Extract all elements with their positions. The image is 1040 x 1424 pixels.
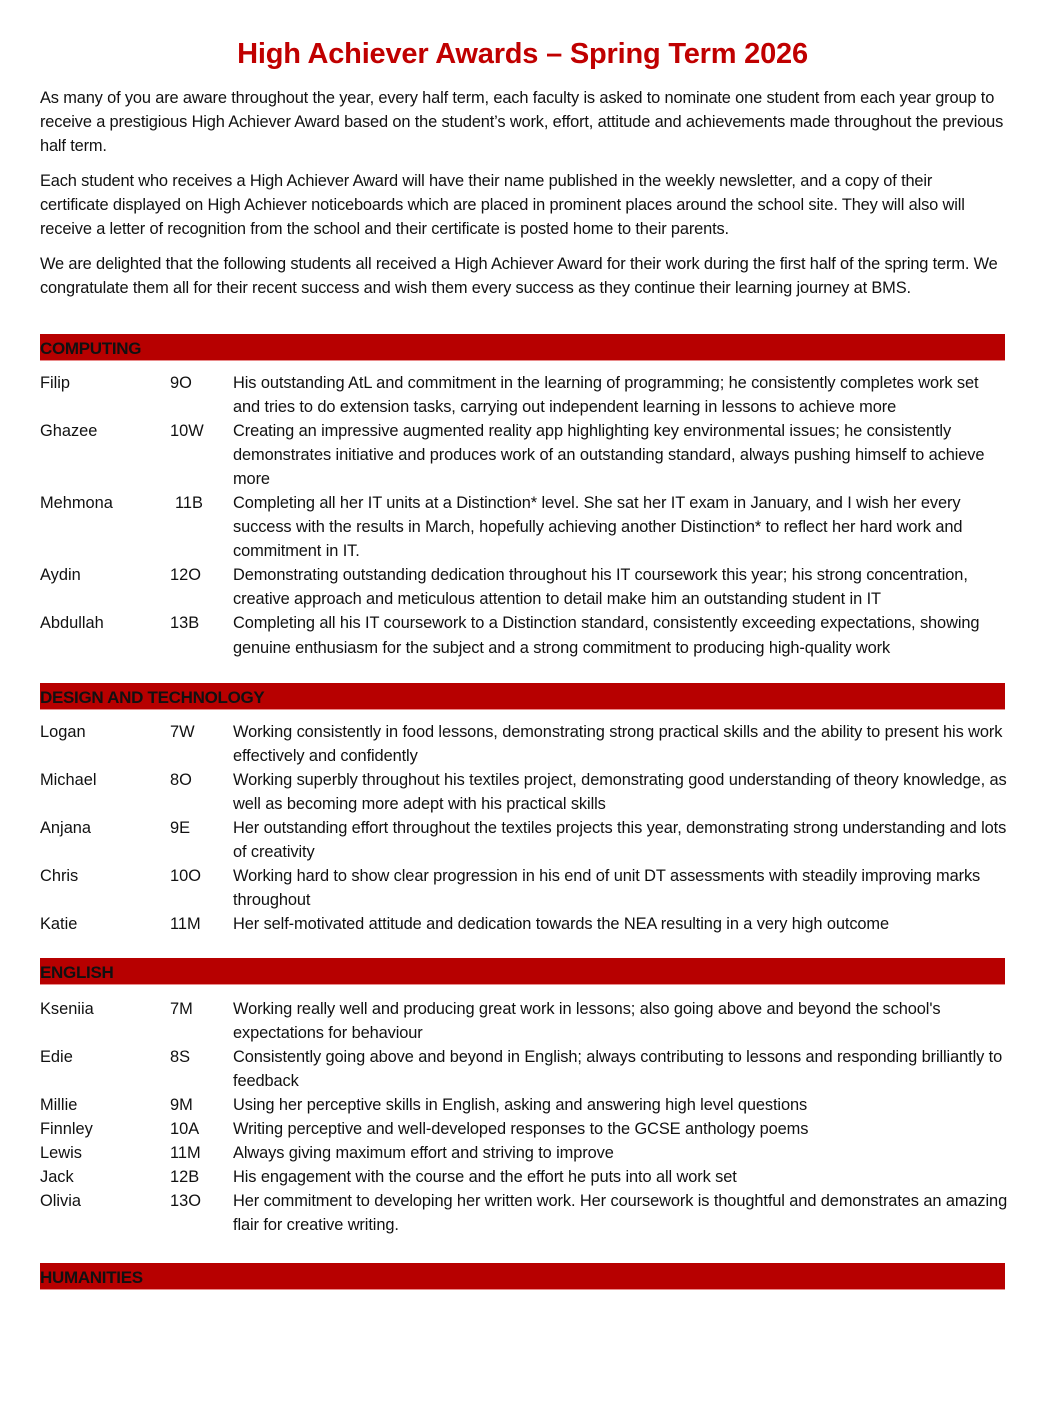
award-row: [40, 491, 1005, 563]
award-row: [40, 419, 1005, 491]
student-form: 13B: [170, 614, 200, 632]
student-name: Chris: [40, 867, 79, 885]
student-form: 8S: [170, 1048, 191, 1066]
award-list: [40, 720, 1005, 936]
section-english: [40, 958, 1008, 1237]
award-citation: Her self-motivated attitude and dedication towards the NEA resulting in a very high outcome: [233, 915, 889, 933]
award-citation: His engagement with the course and the effort he puts into all work set: [233, 1168, 737, 1186]
award-row: [40, 768, 1005, 816]
award-citation: Her commitment to developing her written work. Her coursework is thoughtful and demonstrates an amazing flair for creative writing.: [233, 1192, 1008, 1234]
student-form: 9M: [170, 1096, 193, 1114]
student-form: 9O: [170, 374, 192, 392]
student-form: 7W: [170, 723, 195, 741]
award-row: [40, 1045, 1005, 1093]
section-heading: COMPUTING: [40, 334, 1005, 361]
award-citation: Completing all her IT units at a Distinction* level. She sat her IT exam in January, and I wish her every success with the results in March, hopefully achieving another Distinction* to reflect her hard work and commitment in IT.: [233, 494, 963, 560]
student-name: Lewis: [40, 1144, 82, 1162]
award-row: [40, 816, 1005, 864]
award-row: [40, 1189, 1008, 1237]
award-citation: His outstanding AtL and commitment in the learning of programming; he consistently completes work set and tries to do extension tasks, carrying out independent learning in lessons to achieve more: [233, 374, 979, 416]
intro-text: [40, 86, 1005, 300]
student-form: 12O: [170, 566, 201, 584]
award-citation: Working hard to show clear progression in his end of unit DT assessments with steadily improving marks throughout: [233, 867, 981, 909]
award-citation: Working superbly throughout his textiles project, demonstrating good understanding of theory knowledge, as well as becoming more adept with his practical skills: [233, 771, 1007, 813]
student-form: 12B: [170, 1168, 200, 1186]
section-humanities: [40, 1263, 1005, 1290]
award-citation: Always giving maximum effort and striving to improve: [233, 1144, 614, 1162]
student-name: Edie: [40, 1048, 73, 1066]
award-row: [40, 720, 1005, 768]
student-name: Ghazee: [40, 422, 98, 440]
student-name: Anjana: [40, 819, 92, 837]
student-name: Finnley: [40, 1120, 93, 1138]
award-citation: Demonstrating outstanding dedication throughout his IT coursework this year; his strong concentration, creative approach and meticulous attention to detail make him an outstanding student in IT: [233, 566, 968, 608]
award-citation: Working consistently in food lessons, demonstrating strong practical skills and the ability to present his work effectively and confidently: [233, 723, 1003, 765]
student-name: Filip: [40, 374, 71, 392]
student-form: 11M: [170, 915, 201, 933]
award-row: [40, 912, 1005, 936]
student-name: Katie: [40, 915, 78, 933]
student-form: 10O: [170, 867, 201, 885]
award-citation: Working really well and producing great work in lessons; also going above and beyond the school's expectations for behaviour: [233, 1000, 941, 1042]
award-citation: Writing perceptive and well-developed responses to the GCSE anthology poems: [233, 1120, 809, 1138]
student-name: Mehmona: [40, 494, 113, 512]
section-computing: [40, 334, 1005, 661]
award-row: [40, 1165, 1005, 1189]
student-form: 11B: [175, 494, 203, 512]
student-form: 11M: [170, 1144, 201, 1162]
student-form: 8O: [170, 771, 192, 789]
intro-paragraph: Each student who receives a High Achiever Award will have their name published in the weekly newsletter, and a copy of their certificate displayed on High Achiever noticeboards which are placed in prominent places around the school site. They will also will receive a letter of recognition from the school and their certificate is posted home to their parents.: [40, 172, 965, 238]
award-row: [40, 997, 1005, 1045]
intro-paragraph: As many of you are aware throughout the year, every half term, each faculty is asked to nominate one student from each year group to receive a prestigious High Achiever Award based on the student’s work, effort, attitude and achievements made throughout the previous half term.: [40, 89, 1004, 155]
student-form: 7M: [170, 1000, 193, 1018]
award-citation: Creating an impressive augmented reality app highlighting key environmental issues; he consistently demonstrates initiative and produces work of an outstanding standard, always pushing himself to achieve more: [233, 422, 985, 488]
award-row: [40, 611, 1005, 661]
section-heading: ENGLISH: [40, 958, 1005, 985]
award-citation: Completing all his IT coursework to a Distinction standard, consistently exceeding expectations, showing genuine enthusiasm for the subject and a strong commitment to producing high-quality work: [233, 614, 980, 657]
award-citation: Using her perceptive skills in English, asking and answering high level questions: [233, 1096, 808, 1114]
student-name: Olivia: [40, 1192, 81, 1210]
intro-paragraph: We are delighted that the following students all received a High Achiever Award for their work during the first half of the spring term. We congratulate them all for their recent success and wish them every success as they continue their learning journey at BMS.: [40, 255, 998, 297]
student-name: Michael: [40, 771, 97, 789]
award-citation: Her outstanding effort throughout the textiles projects this year, demonstrating strong understanding and lots of creativity: [233, 819, 1007, 861]
student-name: Kseniia: [40, 1000, 94, 1018]
award-list: [40, 371, 1005, 661]
student-form: 13O: [170, 1192, 201, 1210]
student-name: Jack: [40, 1168, 74, 1186]
page-title: High Achiever Awards – Spring Term 2026: [237, 38, 808, 70]
student-name: Abdullah: [40, 614, 104, 632]
section-heading: HUMANITIES: [40, 1263, 1005, 1290]
award-row: [40, 1141, 1005, 1165]
student-form: 9E: [170, 819, 191, 837]
award-row: [40, 371, 1005, 419]
award-row: [40, 864, 1005, 912]
student-form: 10W: [170, 422, 204, 440]
award-list: [40, 997, 1008, 1237]
section-design-and-technology: [40, 683, 1005, 936]
student-form: 10A: [170, 1120, 200, 1138]
student-name: Aydin: [40, 566, 81, 584]
student-name: Millie: [40, 1096, 78, 1114]
award-row: [40, 1117, 1005, 1141]
section-heading: DESIGN AND TECHNOLOGY: [40, 683, 1005, 710]
student-name: Logan: [40, 723, 86, 741]
award-row: [40, 1093, 1005, 1117]
award-citation: Consistently going above and beyond in English; always contributing to lessons and responding brilliantly to feedback: [233, 1048, 1003, 1090]
award-row: [40, 563, 1005, 611]
